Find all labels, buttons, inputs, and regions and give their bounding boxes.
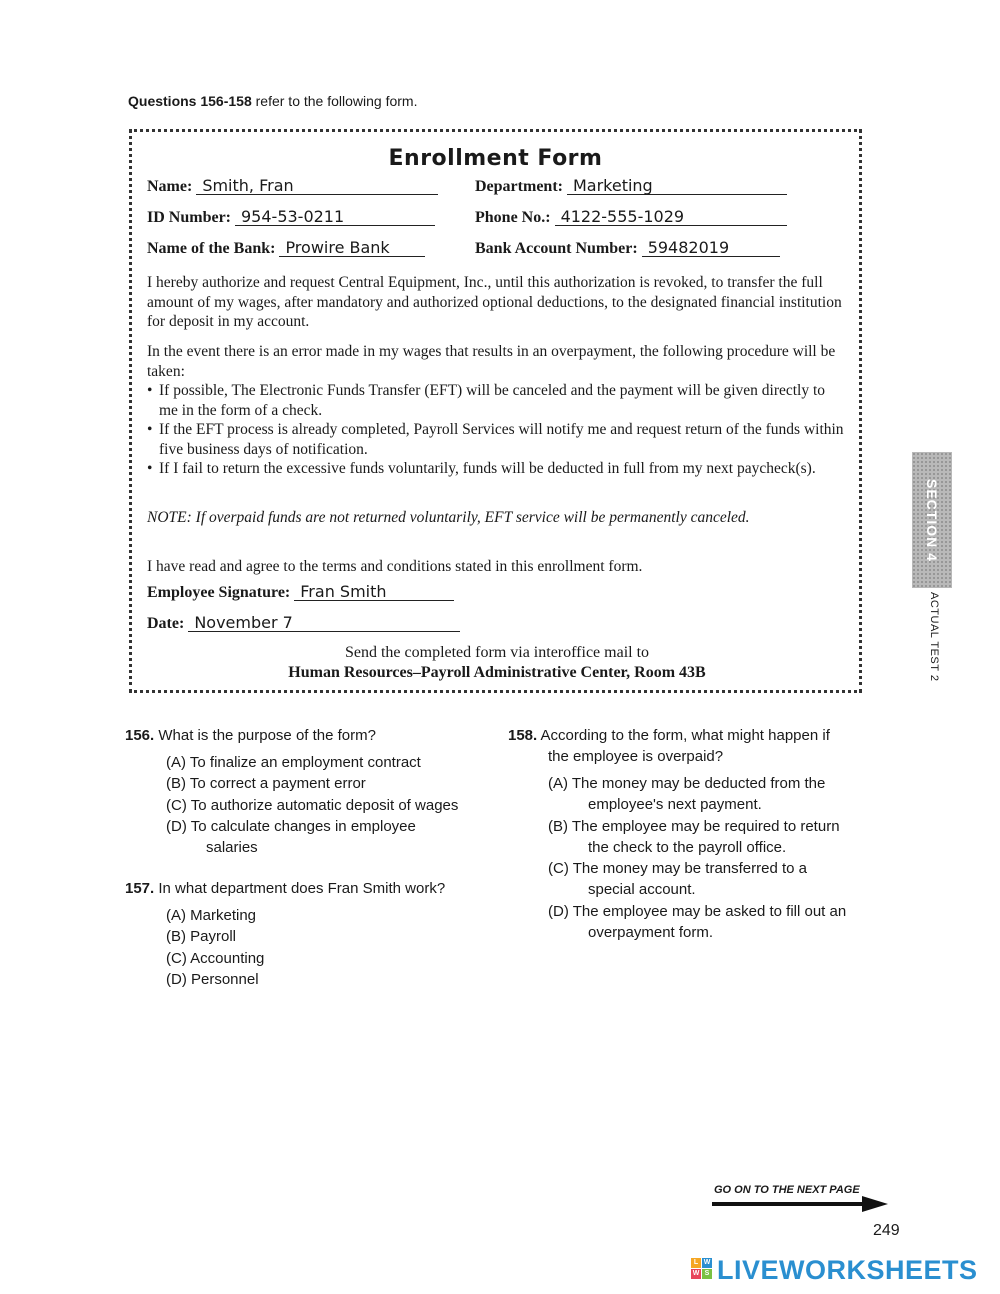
questions-range: Questions 156-158 <box>128 93 252 109</box>
bullet-item: • If the EFT process is already completed, Payroll Services will notify me and request return of the funds within five business days of notification. <box>147 420 847 459</box>
phone-label: Phone No.: <box>475 209 551 226</box>
send-line: Send the completed form via interoffice mail to <box>344 644 650 661</box>
logo-text: LIVEWORKSHEETS <box>717 1255 978 1285</box>
overpayment-intro: In the event there is an error made in my wages that results in an overpayment, the following procedure will be taken: <box>147 343 836 380</box>
q158-option-d-cont: overpayment form. <box>588 924 714 941</box>
intro-text: refer to the following form. <box>251 93 418 109</box>
q156-option-d-cont: salaries <box>206 839 258 856</box>
question-158 <box>508 725 830 746</box>
actual-test-label: ACTUAL TEST 2 <box>928 592 940 682</box>
note-paragraph <box>147 508 847 528</box>
phone-value: 4122-555-1029 <box>555 209 787 226</box>
note-text: NOTE: If overpaid funds are not returned voluntarily, EFT service will be permanently canceled. <box>147 509 750 526</box>
page-number: 249 <box>873 1222 900 1239</box>
account-value: 59482019 <box>642 240 780 257</box>
date-field <box>147 615 460 633</box>
enrollment-form <box>129 129 862 693</box>
authorization-text: I hereby authorize and request Central Equipment, Inc., until this authorization is revoked, to transfer the full amount of my wages, after mandatory and authorized optional deductions, to the designated financial institution for deposit in my account. <box>147 274 842 330</box>
bullet-item: • If I fail to return the excessive funds voluntarily, funds will be deducted in full from my next paycheck(s). <box>147 459 847 479</box>
phone-field <box>475 209 787 227</box>
question-text: What is the purpose of the form? <box>158 727 376 744</box>
q156-option-d[interactable]: (D) To calculate changes in employee <box>166 818 416 835</box>
arrow-right-icon <box>712 1196 890 1212</box>
question-number: 156. <box>125 727 155 744</box>
overpayment-section <box>147 342 847 479</box>
question-number: 157. <box>125 880 155 897</box>
id-field <box>147 209 435 227</box>
liveworksheets-icon: L W W S <box>692 1259 711 1277</box>
bullet-item: • If possible, The Electronic Funds Transfer (EFT) will be canceled and the payment will be given directly to me in the form of a check. <box>147 381 847 420</box>
q158-option-b[interactable]: (B) The employee may be required to return <box>548 818 840 835</box>
signature-label: Employee Signature: <box>147 584 291 601</box>
department-label: Department: <box>475 178 563 195</box>
name-label: Name: <box>147 178 193 195</box>
q158-option-c-cont: special account. <box>588 881 696 898</box>
questions-intro <box>128 93 417 109</box>
q157-option-d[interactable]: (D) Personnel <box>166 971 259 988</box>
send-instructions <box>147 643 847 682</box>
agreement-paragraph <box>147 557 847 577</box>
date-label: Date: <box>147 615 185 632</box>
name-field <box>147 178 438 196</box>
q157-option-c[interactable]: (C) Accounting <box>166 950 265 967</box>
q156-option-b[interactable]: (B) To correct a payment error <box>166 775 366 792</box>
q158-option-b-cont: the check to the payroll office. <box>588 839 787 856</box>
q157-option-a[interactable]: (A) Marketing <box>166 907 257 924</box>
q158-option-d[interactable]: (D) The employee may be asked to fill out an <box>548 903 847 920</box>
q158-option-a-cont: employee's next payment. <box>588 796 762 813</box>
id-value: 954-53-0211 <box>235 209 435 226</box>
bank-value: Prowire Bank <box>279 240 425 257</box>
id-label: ID Number: <box>147 209 231 226</box>
q158-option-c[interactable]: (C) The money may be transferred to a <box>548 860 807 877</box>
question-158-cont: the employee is overpaid? <box>548 748 724 765</box>
question-number: 158. <box>508 727 538 744</box>
bank-label: Name of the Bank: <box>147 240 276 257</box>
send-destination: Human Resources–Payroll Administrative Center, Room 43B <box>288 663 706 681</box>
q158-option-a[interactable]: (A) The money may be deducted from the <box>548 775 826 792</box>
account-label: Bank Account Number: <box>475 240 638 257</box>
department-value: Marketing <box>567 178 787 195</box>
q156-option-a[interactable]: (A) To finalize an employment contract <box>166 754 421 771</box>
agreement-text: I have read and agree to the terms and conditions stated in this enrollment form. <box>147 558 643 575</box>
q156-option-c[interactable]: (C) To authorize automatic deposit of wages <box>166 797 459 814</box>
question-156 <box>125 725 376 746</box>
section-tab-label: SECTION 4 <box>924 478 940 562</box>
signature-field <box>147 584 454 602</box>
form-title: Enrollment Form <box>388 146 603 171</box>
name-value: Smith, Fran <box>196 178 438 195</box>
account-field <box>475 240 780 258</box>
next-page-label: GO ON TO THE NEXT PAGE <box>714 1184 860 1196</box>
bank-field <box>147 240 425 258</box>
signature-value: Fran Smith <box>294 584 454 601</box>
question-text: According to the form, what might happen if <box>540 727 830 744</box>
question-157 <box>125 878 445 899</box>
date-value: November 7 <box>188 615 460 632</box>
q157-option-b[interactable]: (B) Payroll <box>166 928 237 945</box>
question-text: In what department does Fran Smith work? <box>158 880 446 897</box>
department-field <box>475 178 787 196</box>
authorization-paragraph <box>147 273 847 332</box>
